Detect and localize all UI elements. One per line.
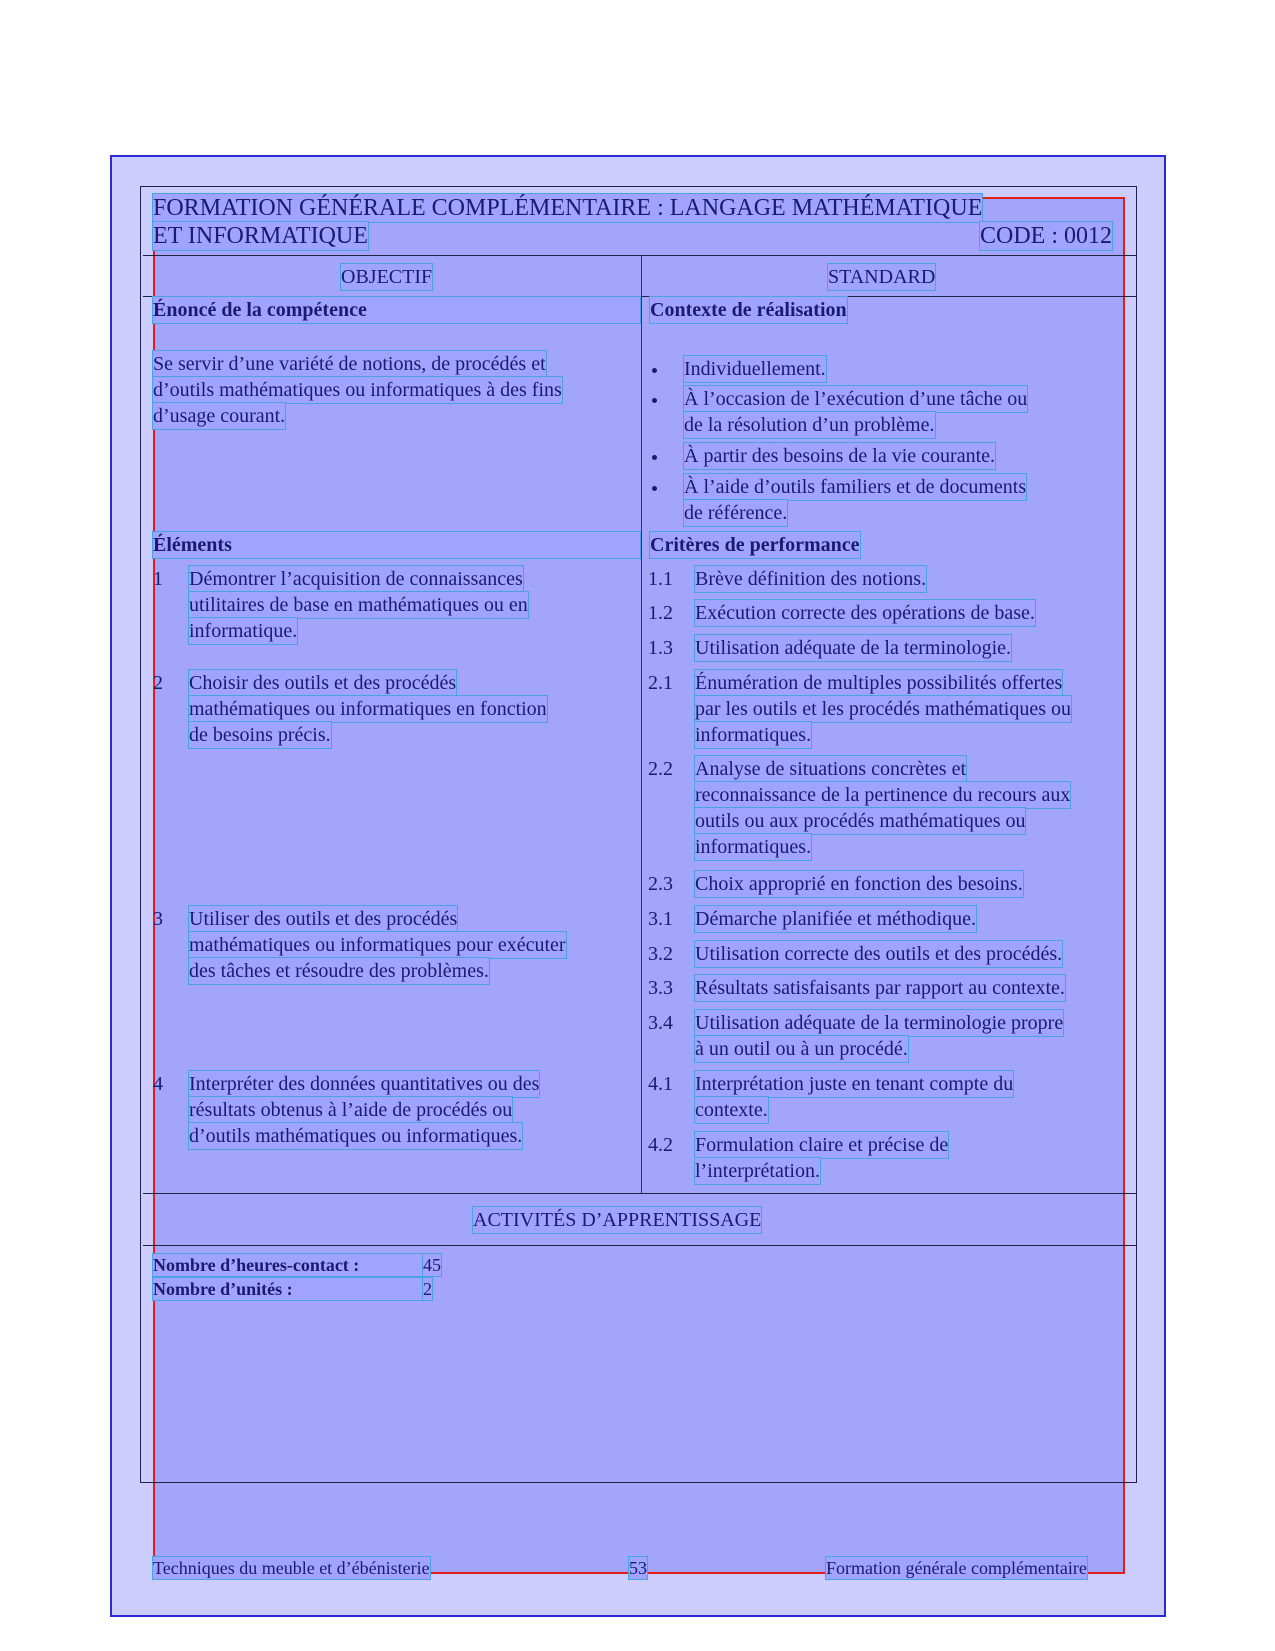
critere-line: Formulation claire et précise de bbox=[695, 1134, 949, 1156]
critere-line: Résultats satisfaisants par rapport au contexte. bbox=[695, 977, 1065, 999]
activites-heading: ACTIVITÉS D’APPRENTISSAGE bbox=[473, 1209, 762, 1231]
enonce-line: d’outils mathématiques ou informatiques à des fins bbox=[153, 379, 562, 401]
critere-number: 1.3 bbox=[648, 637, 673, 659]
critere-line: Analyse de situations concrètes et bbox=[695, 758, 967, 780]
critere-line: Exécution correcte des opérations de base. bbox=[695, 602, 1035, 624]
element-line: de besoins précis. bbox=[189, 724, 331, 746]
title-line-1: FORMATION GÉNÉRALE COMPLÉMENTAIRE : LANGAGE MATHÉMATIQUE bbox=[153, 195, 983, 221]
criteres-heading: Critères de performance bbox=[650, 534, 860, 556]
title-line-2: ET INFORMATIQUE bbox=[153, 223, 368, 249]
unites-label: Nombre d’unités : bbox=[153, 1278, 423, 1300]
course-code: CODE : 0012 bbox=[980, 223, 1112, 249]
heures-contact-value: 45 bbox=[423, 1255, 441, 1275]
element-line: mathématiques ou informatiques en fonction bbox=[189, 698, 547, 720]
footer-page-number: 53 bbox=[629, 1558, 647, 1578]
critere-line: Interprétation juste en tenant compte du bbox=[695, 1073, 1014, 1095]
divider-activites-top bbox=[143, 1193, 1137, 1194]
divider-activites-bottom bbox=[143, 1245, 1137, 1246]
critere-number: 3.2 bbox=[648, 943, 673, 965]
element-line: d’outils mathématiques ou informatiques. bbox=[189, 1125, 523, 1147]
critere-line: contexte. bbox=[695, 1099, 768, 1121]
critere-number: 4.1 bbox=[648, 1073, 673, 1095]
enonce-line: Se servir d’une variété de notions, de procédés et bbox=[153, 353, 546, 375]
column-divider bbox=[641, 256, 642, 1193]
element-line: des tâches et résoudre des problèmes. bbox=[189, 960, 489, 982]
critere-line: informatiques. bbox=[695, 724, 812, 746]
critere-line: à un outil ou à un procédé. bbox=[695, 1038, 908, 1060]
bullet-icon bbox=[652, 486, 657, 491]
contexte-heading: Contexte de réalisation bbox=[650, 299, 847, 321]
element-number: 1 bbox=[153, 568, 163, 590]
contexte-item-cont: de référence. bbox=[684, 502, 788, 524]
critere-line: Utilisation correcte des outils et des procédés. bbox=[695, 943, 1063, 965]
column-header-objectif: OBJECTIF bbox=[341, 266, 433, 288]
divider-top bbox=[143, 255, 1137, 256]
critere-line: l’interprétation. bbox=[695, 1160, 820, 1182]
unites-value: 2 bbox=[423, 1279, 432, 1299]
contexte-item: À l’occasion de l’exécution d’une tâche ou bbox=[684, 388, 1028, 410]
element-line: informatique. bbox=[189, 620, 298, 642]
critere-line: informatiques. bbox=[695, 836, 812, 858]
critere-number: 3.1 bbox=[648, 908, 673, 930]
contexte-item: À partir des besoins de la vie courante. bbox=[684, 445, 996, 467]
footer-right: Formation générale complémentaire bbox=[826, 1558, 1087, 1578]
heures-contact-label: Nombre d’heures-contact : bbox=[153, 1254, 423, 1276]
element-line: Utiliser des outils et des procédés bbox=[189, 908, 458, 930]
enonce-line: d’usage courant. bbox=[153, 405, 286, 427]
bullet-icon bbox=[652, 455, 657, 460]
critere-line: Utilisation adéquate de la terminologie propre bbox=[695, 1012, 1064, 1034]
critere-number: 1.2 bbox=[648, 602, 673, 624]
element-line: Choisir des outils et des procédés bbox=[189, 672, 457, 694]
element-number: 3 bbox=[153, 908, 163, 930]
element-number: 2 bbox=[153, 672, 163, 694]
contexte-item: À l’aide d’outils familiers et de documents bbox=[684, 476, 1027, 498]
critere-line: Démarche planifiée et méthodique. bbox=[695, 908, 976, 930]
element-line: utilitaires de base en mathématiques ou en bbox=[189, 594, 528, 616]
critere-line: Utilisation adéquate de la terminologie. bbox=[695, 637, 1012, 659]
elements-heading: Éléments bbox=[153, 532, 640, 558]
bullet-icon bbox=[652, 398, 657, 403]
footer-left: Techniques du meuble et d’ébénisterie bbox=[153, 1558, 430, 1578]
critere-line: Énumération de multiples possibilités offertes bbox=[695, 672, 1063, 694]
contexte-item-cont: de la résolution d’un problème. bbox=[684, 414, 935, 436]
critere-number: 4.2 bbox=[648, 1134, 673, 1156]
critere-line: outils ou aux procédés mathématiques ou bbox=[695, 810, 1026, 832]
critere-line: par les outils et les procédés mathématiques ou bbox=[695, 698, 1072, 720]
element-line: résultats obtenus à l’aide de procédés ou bbox=[189, 1099, 513, 1121]
critere-number: 3.4 bbox=[648, 1012, 673, 1034]
critere-line: reconnaissance de la pertinence du recours aux bbox=[695, 784, 1071, 806]
critere-line: Brève définition des notions. bbox=[695, 568, 927, 590]
enonce-heading: Énoncé de la compétence bbox=[153, 297, 640, 323]
critere-number: 2.2 bbox=[648, 758, 673, 780]
element-number: 4 bbox=[153, 1073, 163, 1095]
contexte-item: Individuellement. bbox=[684, 358, 826, 380]
critere-number: 3.3 bbox=[648, 977, 673, 999]
bullet-icon bbox=[652, 368, 657, 373]
critere-number: 2.3 bbox=[648, 873, 673, 895]
critere-line: Choix approprié en fonction des besoins. bbox=[695, 873, 1023, 895]
critere-number: 2.1 bbox=[648, 672, 673, 694]
element-line: Démontrer l’acquisition de connaissances bbox=[189, 568, 523, 590]
element-line: Interpréter des données quantitatives ou des bbox=[189, 1073, 540, 1095]
column-header-standard: STANDARD bbox=[828, 266, 936, 288]
element-line: mathématiques ou informatiques pour exécuter bbox=[189, 934, 566, 956]
critere-number: 1.1 bbox=[648, 568, 673, 590]
